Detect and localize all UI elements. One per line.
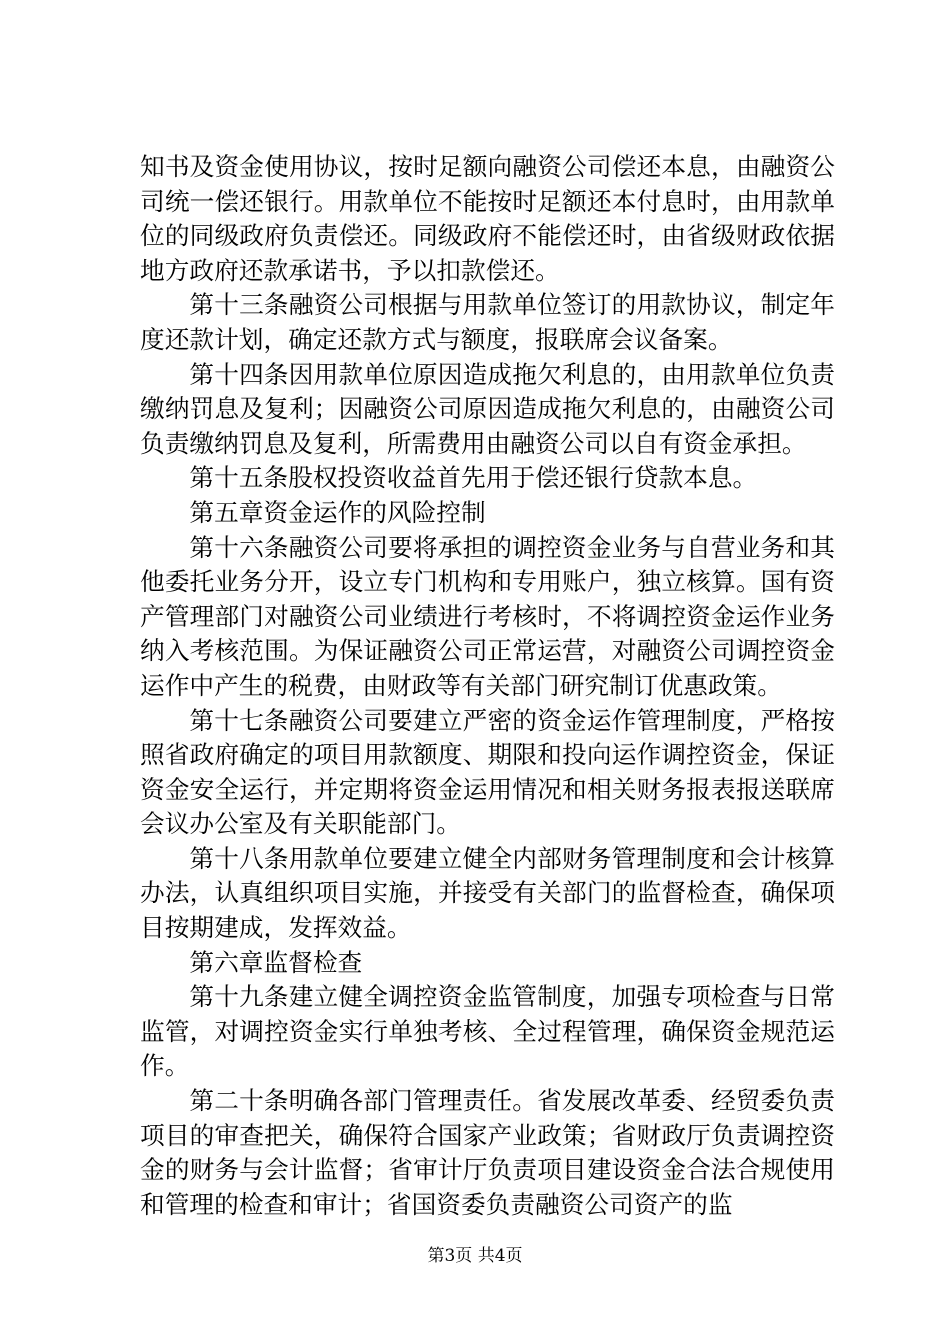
chapter-5-heading: 第五章资金运作的风险控制 xyxy=(189,497,486,527)
paragraph-article-17: 第十七条融资公司要建立严密的资金运作管理制度，严格按照省政府确定的项目用款额度、期限和投向运作调控资金，保证资金安全运行，并定期将资金运用情况和相关财务报表报送联席会议办公室及有关职能部门。 xyxy=(140,705,835,839)
paragraph-article-16: 第十六条融资公司要将承担的调控资金业务与自营业务和其他委托业务分开，设立专门机构和专用账户，独立核算。国有资产管理部门对融资公司业绩进行考核时，不将调控资金运作业务纳入考核范围。为保证融资公司正常运营，对融资公司调控资金运作中产生的税费，由财政等有关部门研究制订优惠政策。 xyxy=(140,532,835,700)
paragraph-article-15: 第十五条股权投资收益首先用于偿还银行贷款本息。 xyxy=(189,463,758,493)
paragraph-article-20: 第二十条明确各部门管理责任。省发展改革委、经贸委负责项目的审查把关，确保符合国家产业政策；省财政厅负责调控资金的财务与会计监督；省审计厅负责项目建设资金合法合规使用和管理的检查和审计；省国资委负责融资公司资产的监 xyxy=(140,1086,835,1219)
paragraph-article-19: 第十九条建立健全调控资金监管制度，加强专项检查与日常监管，对调控资金实行单独考核、全过程管理，确保资金规范运作。 xyxy=(140,982,835,1081)
paragraph-article-13: 第十三条融资公司根据与用款单位签订的用款协议，制定年度还款计划，确定还款方式与额度，报联席会议备案。 xyxy=(140,290,835,354)
document-body xyxy=(140,150,835,1222)
paragraph-article-18: 第十八条用款单位要建立健全内部财务管理制度和会计核算办法，认真组织项目实施，并接受有关部门的监督检查，确保项目按期建成，发挥效益。 xyxy=(140,843,835,943)
paragraph-1: 知书及资金使用协议，按时足额向融资公司偿还本息，由融资公司统一偿还银行。用款单位不能按时足额还本付息时，由用款单位的同级政府负责偿还。同级政府不能偿还时，由省级财政依据地方政府还款承诺书，予以扣款偿还。 xyxy=(140,152,835,285)
page-footer: 第3页 共4页 xyxy=(427,1246,523,1266)
paragraph-article-14: 第十四条因用款单位原因造成拖欠利息的，由用款单位负责缴纳罚息及复利；因融资公司原因造成拖欠利息的，由融资公司负责缴纳罚息及复利，所需费用由融资公司以自有资金承担。 xyxy=(140,359,835,458)
chapter-6-heading: 第六章监督检查 xyxy=(189,947,363,977)
